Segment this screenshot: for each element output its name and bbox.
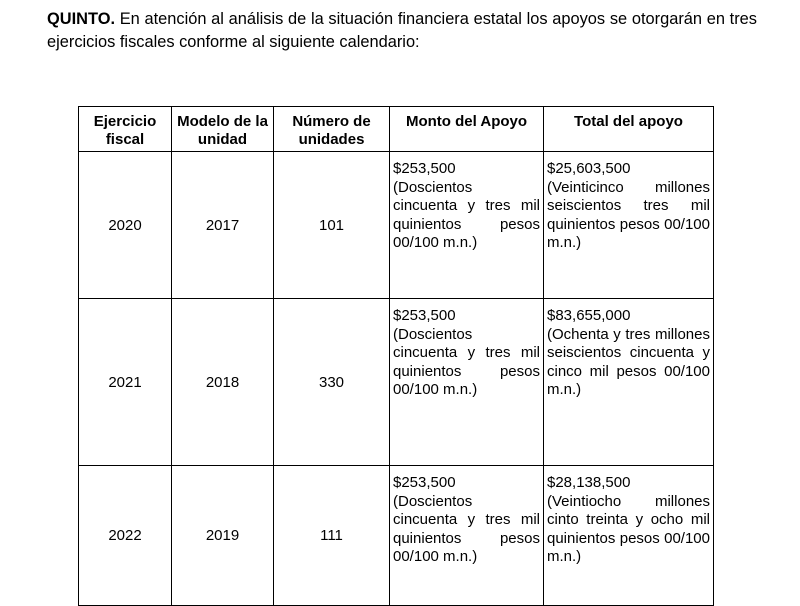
table-header-row [79,107,714,152]
total-letra: (Veinticinco millones seiscientos tres mil quinientos pesos 00/100 m.n.) [547,178,710,251]
cell-modelo: 2019 [172,466,274,606]
table-row [79,466,714,606]
total-cifra: $83,655,000 [547,307,631,324]
payment-calendar-table [78,106,714,606]
cell-monto [390,299,544,466]
cell-ejercicio: 2020 [79,152,172,299]
header-modelo-unidad: Modelo de la unidad [172,107,274,152]
cell-modelo: 2018 [172,299,274,466]
monto-letra: (Doscientos cincuenta y tres mil quinientos pesos 00/100 m.n.) [393,178,540,251]
cell-ejercicio: 2022 [79,466,172,606]
header-numero-unidades: Número de unidades [274,107,390,152]
total-letra: (Ochenta y tres millones seiscientos cincuenta y cinco mil pesos 00/100 m.n.) [547,325,710,398]
table-row [79,152,714,299]
monto-cifra: $253,500 [393,160,456,177]
cell-ejercicio: 2021 [79,299,172,466]
monto-letra: (Doscientos cincuenta y tres mil quinientos pesos 00/100 m.n.) [393,325,540,398]
intro-paragraph [47,8,757,54]
total-letra: (Veintiocho millones cinto treinta y ocho mil quinientos pesos 00/100 m.n.) [547,492,710,565]
header-total-apoyo: Total del apoyo [544,107,714,152]
cell-total [544,299,714,466]
intro-text: En atención al análisis de la situación financiera estatal los apoyos se otorgarán en tres ejercicios fiscales conforme al siguiente calendario: [47,10,757,51]
article-heading: QUINTO. [47,10,115,28]
header-monto-apoyo: Monto del Apoyo [390,107,544,152]
cell-total [544,466,714,606]
monto-cifra: $253,500 [393,307,456,324]
total-cifra: $25,603,500 [547,160,631,177]
cell-unidades: 111 [274,466,390,606]
cell-unidades: 330 [274,299,390,466]
cell-monto [390,152,544,299]
cell-unidades: 101 [274,152,390,299]
monto-cifra: $253,500 [393,474,456,491]
table-row [79,299,714,466]
cell-total [544,152,714,299]
cell-modelo: 2017 [172,152,274,299]
total-cifra: $28,138,500 [547,474,631,491]
monto-letra: (Doscientos cincuenta y tres mil quinientos pesos 00/100 m.n.) [393,492,540,565]
cell-monto [390,466,544,606]
header-ejercicio-fiscal: Ejercicio fiscal [79,107,172,152]
